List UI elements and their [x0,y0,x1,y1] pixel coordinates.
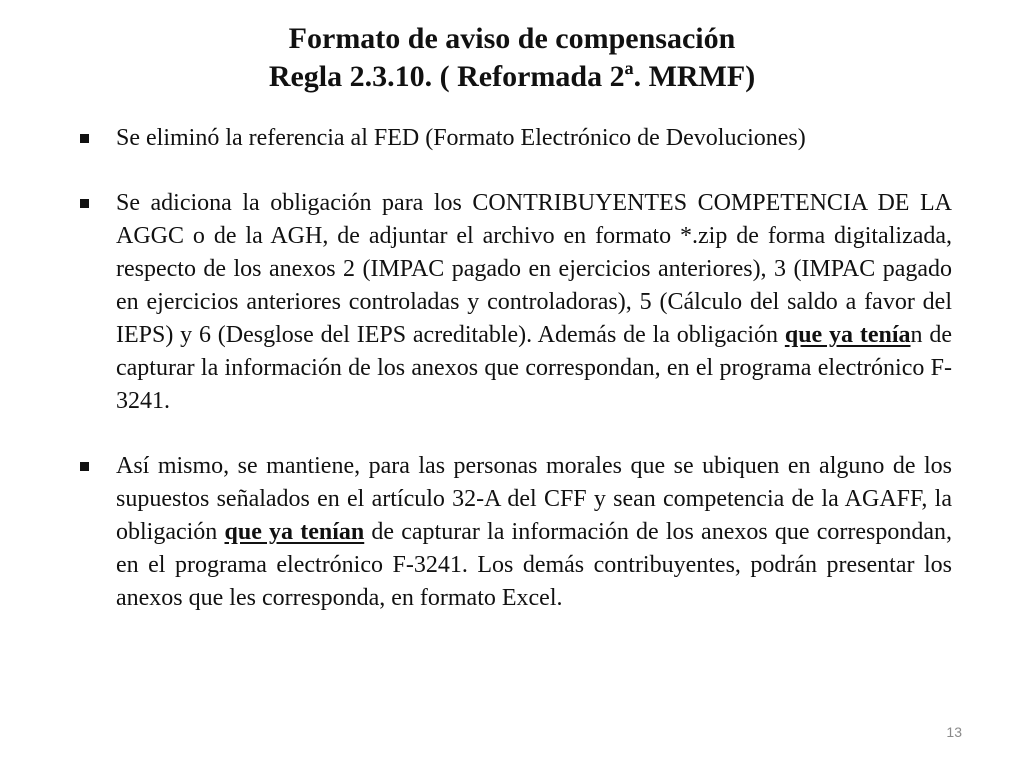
bullet-text-part-b: n de capturar la información de los anexos que correspondan, en el programa electrónico F-3241. [116,322,952,414]
bullet-list [76,122,952,615]
page-number: 13 [946,724,962,740]
emphasis-text: que ya tenía [784,322,911,348]
bullet-text: Se eliminó la referencia al FED (Formato Electrónico de Devoluciones) [116,125,806,151]
title-line-2: Regla 2.3.10. ( Reformada 2ª. MRMF) [268,60,756,93]
bullet-item-aggc-obligation [76,187,952,418]
bullet-item-fed [76,122,952,155]
bullet-text-part-a: Se adiciona la obligación para los CONTRIBUYENTES COMPETENCIA DE LA AGGC o de la AGH, de adjuntar el archivo en formato *.zip de forma digitalizada, respecto de los anexos 2 (IMPAC pagado en ejercicios anteriores), 3 (IMPAC pagado en ejercicios anteriores controladas y controladoras), 5 (Cálculo del saldo a favor del IEPS) y 6 (Desglose del IEPS acreditable). Además de la obligación [116,190,952,348]
square-bullet-icon [80,199,89,208]
square-bullet-icon [80,462,89,471]
bullet-text-part-b: de capturar la información de los anexos que correspondan, en el programa electrónico F-3241. Los demás contribuyentes, podrán presentar los anexos que les corresponda, en formato Excel. [116,519,952,611]
emphasis-text: que ya tenían [224,519,365,545]
bullet-text-part-a: Así mismo, se mantiene, para las personas morales que se ubiquen en alguno de los supuestos señalados en el artículo 32-A del CFF y sean competencia de la AGAFF, la obligación [116,453,952,545]
square-bullet-icon [80,134,89,143]
slide-title [0,20,1024,96]
title-line-1: Formato de aviso de compensación [288,22,736,55]
bullet-item-agaff-obligation [76,450,952,615]
